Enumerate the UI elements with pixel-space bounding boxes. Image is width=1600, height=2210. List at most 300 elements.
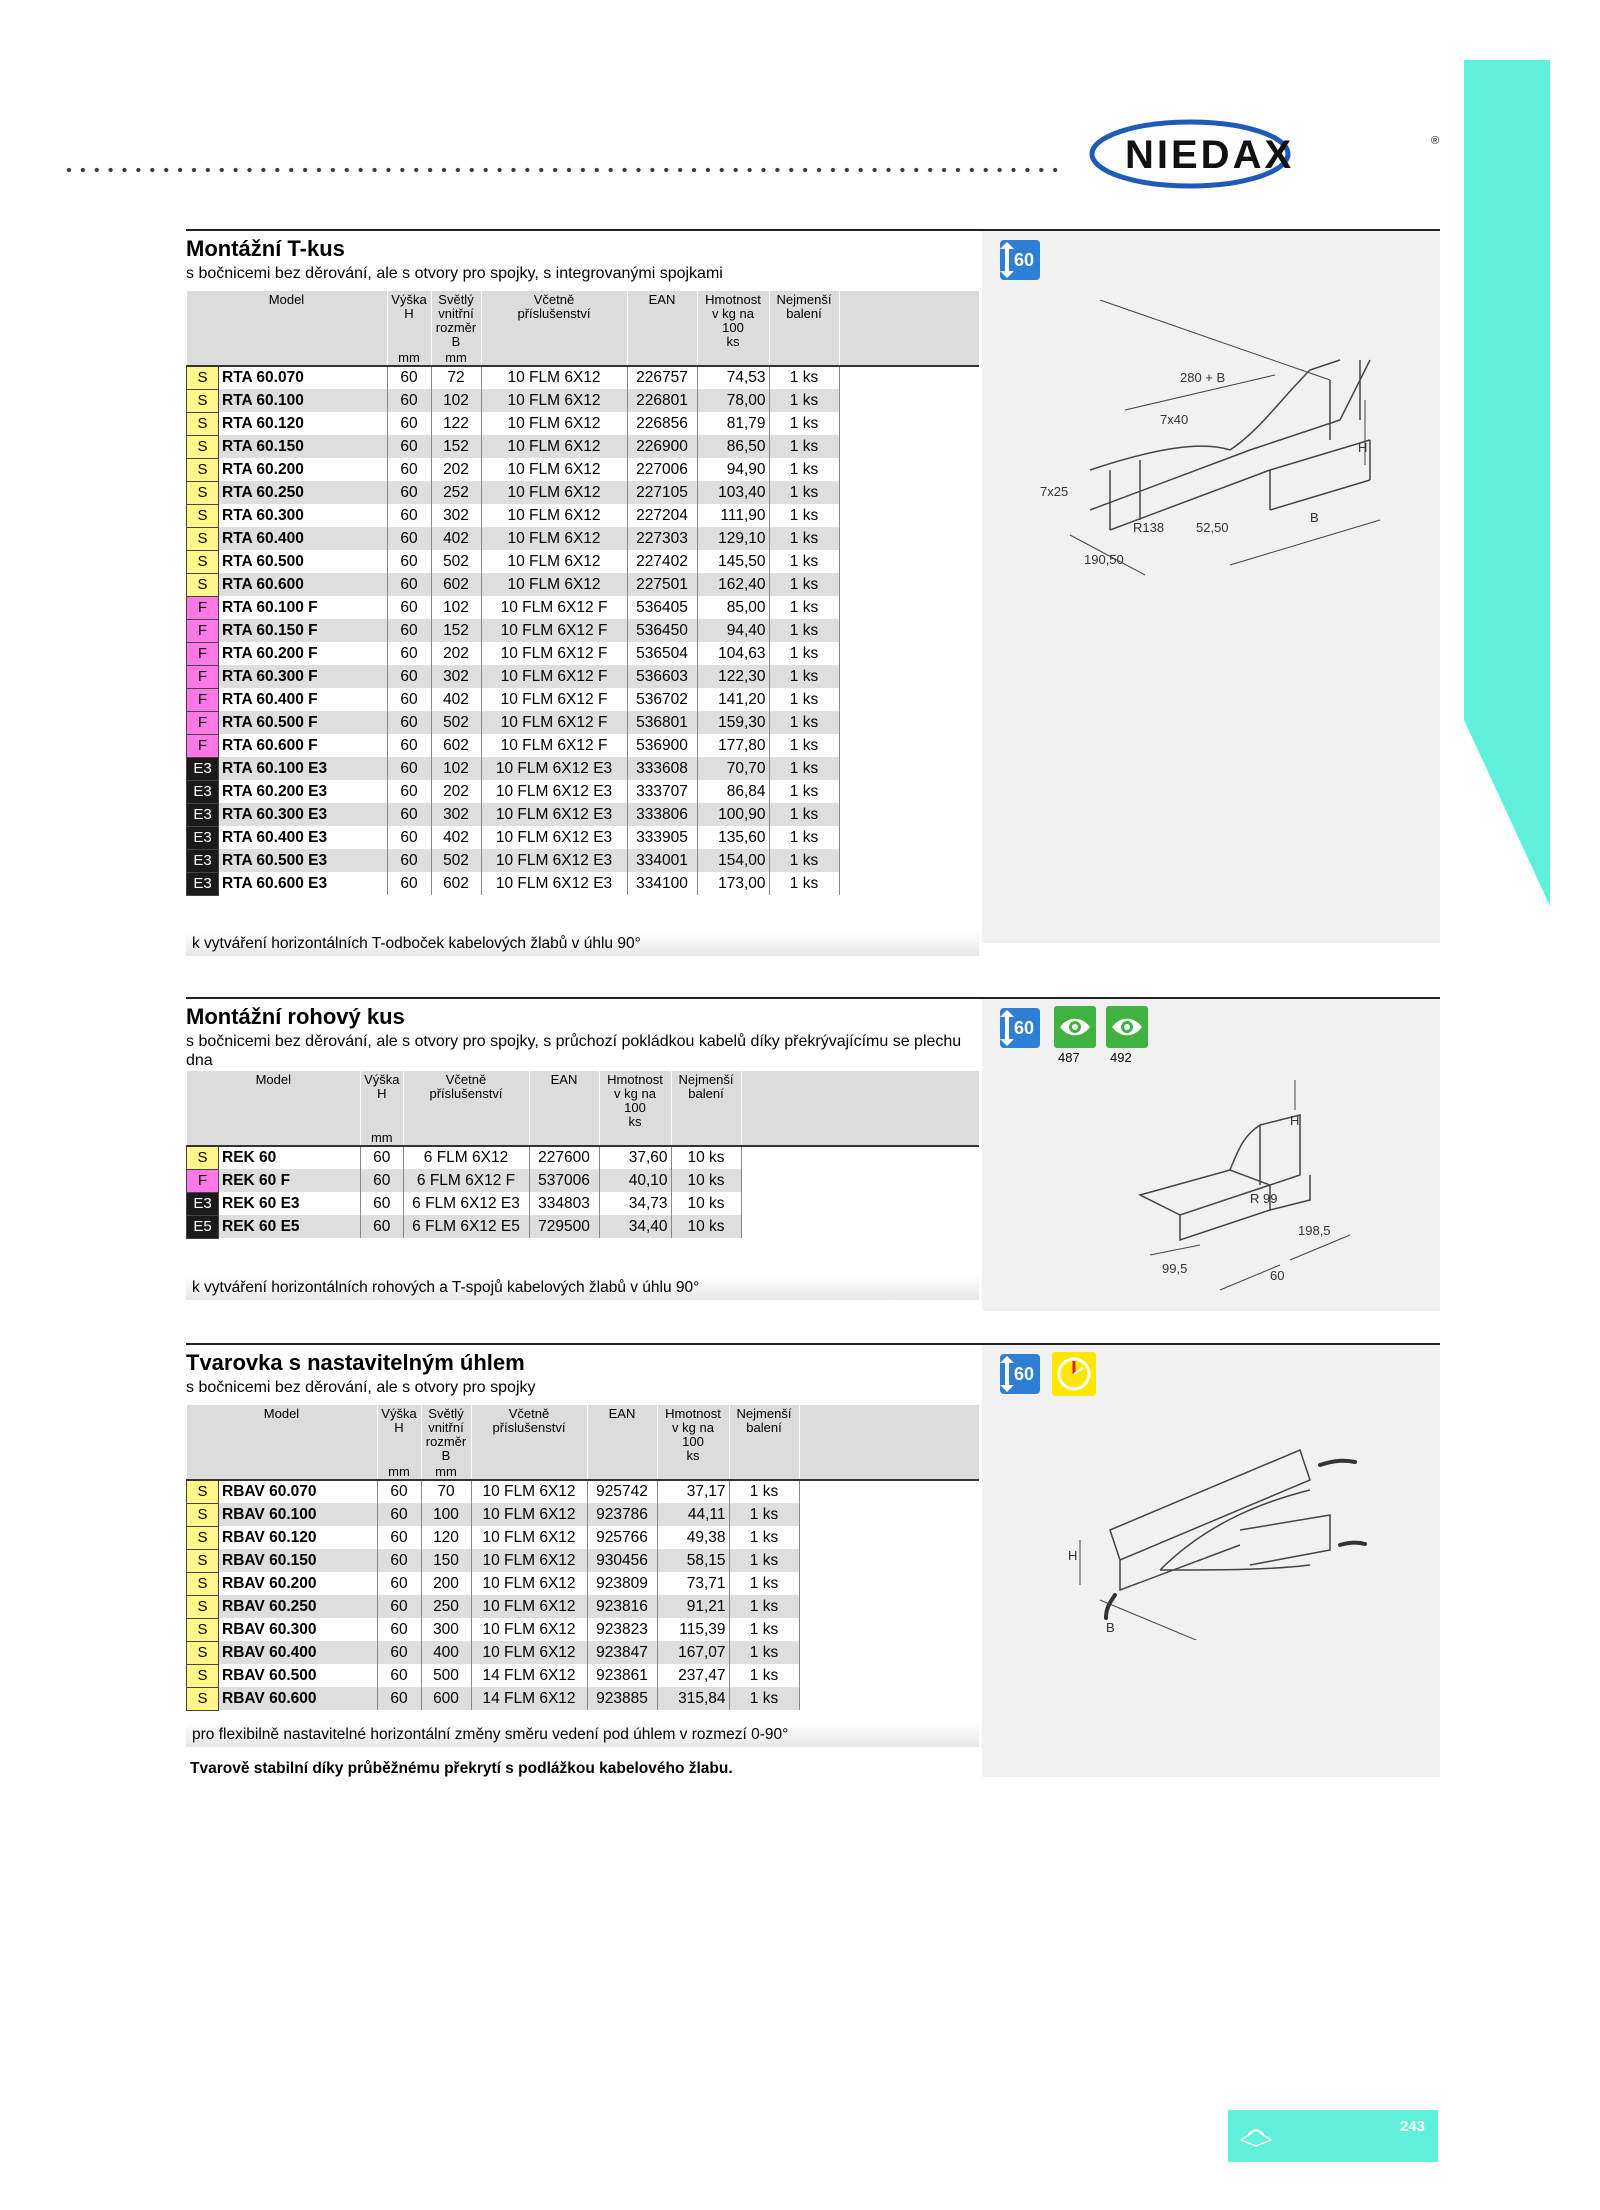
table-row bbox=[187, 665, 980, 688]
svg-text:7x25: 7x25 bbox=[1040, 484, 1069, 499]
col-ean: EAN bbox=[529, 1071, 599, 1129]
row-accessory: 10 FLM 6X12 bbox=[471, 1526, 587, 1549]
table-row bbox=[187, 619, 980, 642]
table-row bbox=[187, 1687, 980, 1710]
row-width: 502 bbox=[431, 550, 481, 573]
row-spacer bbox=[839, 734, 979, 757]
adjustable-angle-drawing bbox=[1050, 1420, 1380, 1640]
row-ean: 226856 bbox=[627, 412, 697, 435]
row-width: 150 bbox=[421, 1549, 471, 1572]
row-tag-badge: S bbox=[187, 1618, 219, 1641]
col-vcetne: Včetně příslušenství bbox=[471, 1405, 587, 1463]
table-row bbox=[187, 458, 980, 481]
registered-mark: ® bbox=[1431, 135, 1440, 147]
row-ean: 227006 bbox=[627, 458, 697, 481]
row-weight: 173,00 bbox=[697, 872, 769, 895]
height-badge: 60 bbox=[1000, 1354, 1040, 1394]
row-height: 60 bbox=[361, 1169, 403, 1192]
row-spacer bbox=[839, 642, 979, 665]
clock-icon bbox=[1052, 1352, 1096, 1396]
col-ean: EAN bbox=[627, 291, 697, 349]
row-pack: 1 ks bbox=[729, 1526, 799, 1549]
row-spacer bbox=[839, 389, 979, 412]
section-note: pro flexibilně nastavitelné horizontální změny směru vedení pod úhlem v rozmezí 0-90° bbox=[186, 1723, 979, 1747]
row-height: 60 bbox=[387, 849, 431, 872]
row-weight: 104,63 bbox=[697, 642, 769, 665]
table-row bbox=[187, 550, 980, 573]
row-accessory: 10 FLM 6X12 bbox=[481, 366, 627, 389]
row-pack: 1 ks bbox=[769, 458, 839, 481]
row-model: RTA 60.150 bbox=[219, 435, 388, 458]
row-width: 402 bbox=[431, 688, 481, 711]
table-row bbox=[187, 757, 980, 780]
row-accessory: 10 FLM 6X12 bbox=[471, 1641, 587, 1664]
row-pack: 1 ks bbox=[769, 412, 839, 435]
col-vyska: Výška H bbox=[361, 1071, 403, 1129]
row-width: 602 bbox=[431, 734, 481, 757]
row-accessory: 10 FLM 6X12 F bbox=[481, 711, 627, 734]
table-row bbox=[187, 1169, 980, 1192]
row-width: 502 bbox=[431, 849, 481, 872]
row-tag-badge: F bbox=[187, 1169, 219, 1192]
row-ean: 536450 bbox=[627, 619, 697, 642]
row-pack: 1 ks bbox=[729, 1572, 799, 1595]
row-tag-badge: S bbox=[187, 1664, 219, 1687]
row-model: RBAV 60.070 bbox=[219, 1480, 378, 1503]
row-spacer bbox=[799, 1618, 979, 1641]
row-height: 60 bbox=[361, 1192, 403, 1215]
row-model: RTA 60.250 bbox=[219, 481, 388, 504]
row-pack: 1 ks bbox=[769, 527, 839, 550]
row-ean: 333806 bbox=[627, 803, 697, 826]
row-weight: 159,30 bbox=[697, 711, 769, 734]
row-tag-badge: E3 bbox=[187, 826, 219, 849]
row-ean: 923847 bbox=[587, 1641, 657, 1664]
row-height: 60 bbox=[387, 596, 431, 619]
row-tag-badge: S bbox=[187, 1549, 219, 1572]
row-height: 60 bbox=[361, 1215, 403, 1238]
row-tag-badge: S bbox=[187, 1526, 219, 1549]
col-vyska: Výška H bbox=[387, 291, 431, 349]
row-width: 70 bbox=[421, 1480, 471, 1503]
row-spacer bbox=[839, 573, 979, 596]
row-width: 72 bbox=[431, 366, 481, 389]
row-tag-badge: E3 bbox=[187, 1192, 219, 1215]
row-spacer bbox=[839, 619, 979, 642]
row-width: 102 bbox=[431, 389, 481, 412]
row-tag-badge: S bbox=[187, 527, 219, 550]
row-width: 202 bbox=[431, 780, 481, 803]
row-weight: 73,71 bbox=[657, 1572, 729, 1595]
row-height: 60 bbox=[387, 872, 431, 895]
row-pack: 1 ks bbox=[769, 665, 839, 688]
row-pack: 1 ks bbox=[729, 1687, 799, 1710]
row-tag-badge: S bbox=[187, 481, 219, 504]
row-accessory: 10 FLM 6X12 bbox=[471, 1480, 587, 1503]
row-tag-badge: F bbox=[187, 688, 219, 711]
row-model: RTA 60.150 F bbox=[219, 619, 388, 642]
eye-icon bbox=[1054, 1006, 1096, 1048]
height-arrow-icon bbox=[1005, 1013, 1009, 1043]
row-tag-badge: S bbox=[187, 550, 219, 573]
row-accessory: 10 FLM 6X12 bbox=[481, 412, 627, 435]
row-model: RTA 60.070 bbox=[219, 366, 388, 389]
row-weight: 37,60 bbox=[599, 1146, 671, 1169]
table-row bbox=[187, 1595, 980, 1618]
row-model: RTA 60.500 F bbox=[219, 711, 388, 734]
height-badge: 60 bbox=[1000, 240, 1040, 280]
row-model: RTA 60.600 bbox=[219, 573, 388, 596]
row-tag-badge: E3 bbox=[187, 803, 219, 826]
row-height: 60 bbox=[387, 527, 431, 550]
row-accessory: 10 FLM 6X12 F bbox=[481, 596, 627, 619]
row-spacer bbox=[839, 849, 979, 872]
row-pack: 1 ks bbox=[769, 826, 839, 849]
row-accessory: 10 FLM 6X12 bbox=[471, 1503, 587, 1526]
row-tag-badge: F bbox=[187, 711, 219, 734]
col-svetly: Světlý vnitřní rozměr B bbox=[421, 1405, 471, 1463]
unit-mm: mm bbox=[421, 1463, 471, 1480]
row-pack: 1 ks bbox=[769, 872, 839, 895]
svg-text:198,5: 198,5 bbox=[1298, 1223, 1331, 1238]
row-weight: 49,38 bbox=[657, 1526, 729, 1549]
row-height: 60 bbox=[387, 458, 431, 481]
row-model: RTA 60.400 bbox=[219, 527, 388, 550]
row-model: RTA 60.600 E3 bbox=[219, 872, 388, 895]
row-height: 60 bbox=[377, 1503, 421, 1526]
row-weight: 103,40 bbox=[697, 481, 769, 504]
row-tag-badge: S bbox=[187, 412, 219, 435]
height-arrow-icon bbox=[1005, 245, 1009, 275]
row-width: 250 bbox=[421, 1595, 471, 1618]
row-accessory: 10 FLM 6X12 F bbox=[481, 642, 627, 665]
col-ean: EAN bbox=[587, 1405, 657, 1463]
row-spacer bbox=[799, 1549, 979, 1572]
row-width: 252 bbox=[431, 481, 481, 504]
row-tag-badge: E5 bbox=[187, 1215, 219, 1238]
row-ean: 536801 bbox=[627, 711, 697, 734]
row-spacer bbox=[839, 757, 979, 780]
row-weight: 37,17 bbox=[657, 1480, 729, 1503]
row-spacer bbox=[839, 527, 979, 550]
svg-text:280 + B: 280 + B bbox=[1180, 370, 1226, 385]
row-spacer bbox=[839, 435, 979, 458]
row-width: 302 bbox=[431, 665, 481, 688]
row-spacer bbox=[839, 481, 979, 504]
row-ean: 930456 bbox=[587, 1549, 657, 1572]
row-model: RTA 60.120 bbox=[219, 412, 388, 435]
col-vcetne: Včetně příslušenství bbox=[481, 291, 627, 349]
row-accessory: 10 FLM 6X12 bbox=[471, 1572, 587, 1595]
table-row bbox=[187, 1215, 980, 1238]
table-row bbox=[187, 389, 980, 412]
row-accessory: 14 FLM 6X12 bbox=[471, 1687, 587, 1710]
row-width: 102 bbox=[431, 757, 481, 780]
row-accessory: 6 FLM 6X12 E5 bbox=[403, 1215, 529, 1238]
row-model: RTA 60.400 F bbox=[219, 688, 388, 711]
row-pack: 1 ks bbox=[769, 596, 839, 619]
row-ean: 923816 bbox=[587, 1595, 657, 1618]
row-ean: 226801 bbox=[627, 389, 697, 412]
row-weight: 145,50 bbox=[697, 550, 769, 573]
row-weight: 58,15 bbox=[657, 1549, 729, 1572]
row-tag-badge: S bbox=[187, 366, 219, 389]
row-accessory: 10 FLM 6X12 bbox=[481, 573, 627, 596]
product-table bbox=[186, 1405, 979, 1711]
row-weight: 94,90 bbox=[697, 458, 769, 481]
row-tag-badge: S bbox=[187, 573, 219, 596]
product-table bbox=[186, 1071, 979, 1239]
table-row bbox=[187, 1572, 980, 1595]
row-model: RTA 60.200 E3 bbox=[219, 780, 388, 803]
row-spacer bbox=[799, 1664, 979, 1687]
row-model: REK 60 E5 bbox=[219, 1215, 361, 1238]
row-pack: 1 ks bbox=[769, 481, 839, 504]
row-accessory: 10 FLM 6X12 F bbox=[481, 665, 627, 688]
row-model: RTA 60.300 F bbox=[219, 665, 388, 688]
row-ean: 226757 bbox=[627, 366, 697, 389]
row-ean: 334100 bbox=[627, 872, 697, 895]
icon-label: 492 bbox=[1110, 1050, 1132, 1065]
row-pack: 10 ks bbox=[671, 1215, 741, 1238]
row-height: 60 bbox=[377, 1664, 421, 1687]
col-nejmensi: Nejmenší balení bbox=[729, 1405, 799, 1463]
row-model: RBAV 60.120 bbox=[219, 1526, 378, 1549]
row-accessory: 10 FLM 6X12 F bbox=[481, 734, 627, 757]
row-spacer bbox=[839, 504, 979, 527]
svg-text:7x40: 7x40 bbox=[1160, 412, 1189, 427]
row-pack: 1 ks bbox=[769, 389, 839, 412]
row-ean: 334803 bbox=[529, 1192, 599, 1215]
row-tag-badge: S bbox=[187, 1503, 219, 1526]
row-height: 60 bbox=[387, 389, 431, 412]
row-width: 202 bbox=[431, 458, 481, 481]
row-accessory: 10 FLM 6X12 bbox=[471, 1618, 587, 1641]
row-accessory: 10 FLM 6X12 bbox=[481, 504, 627, 527]
row-ean: 923885 bbox=[587, 1687, 657, 1710]
table-row bbox=[187, 1146, 980, 1169]
table-row bbox=[187, 849, 980, 872]
row-height: 60 bbox=[361, 1146, 403, 1169]
table-row bbox=[187, 481, 980, 504]
row-pack: 10 ks bbox=[671, 1169, 741, 1192]
row-pack: 1 ks bbox=[769, 849, 839, 872]
table-row bbox=[187, 1526, 980, 1549]
row-width: 302 bbox=[431, 803, 481, 826]
row-spacer bbox=[839, 688, 979, 711]
row-height: 60 bbox=[387, 481, 431, 504]
row-pack: 1 ks bbox=[769, 734, 839, 757]
row-accessory: 10 FLM 6X12 bbox=[481, 527, 627, 550]
row-model: RTA 60.600 F bbox=[219, 734, 388, 757]
row-tag-badge: E3 bbox=[187, 849, 219, 872]
row-width: 602 bbox=[431, 872, 481, 895]
svg-text:190,50: 190,50 bbox=[1084, 552, 1124, 567]
row-spacer bbox=[799, 1503, 979, 1526]
section-title: Tvarovka s nastavitelným úhlem bbox=[186, 1350, 525, 1375]
row-height: 60 bbox=[387, 757, 431, 780]
row-ean: 227105 bbox=[627, 481, 697, 504]
row-height: 60 bbox=[387, 435, 431, 458]
row-spacer bbox=[839, 803, 979, 826]
row-ean: 923823 bbox=[587, 1618, 657, 1641]
logo-text: NIEDAX bbox=[1125, 133, 1295, 177]
section-note: k vytváření horizontálních T-odboček kabelových žlabů v úhlu 90° bbox=[186, 932, 979, 956]
row-model: RBAV 60.400 bbox=[219, 1641, 378, 1664]
svg-text:H: H bbox=[1358, 440, 1368, 455]
row-pack: 1 ks bbox=[769, 803, 839, 826]
row-height: 60 bbox=[387, 550, 431, 573]
unit-mm: mm bbox=[361, 1129, 403, 1146]
row-ean: 536603 bbox=[627, 665, 697, 688]
row-model: RBAV 60.150 bbox=[219, 1549, 378, 1572]
row-pack: 1 ks bbox=[769, 688, 839, 711]
col-nejmensi: Nejmenší balení bbox=[671, 1071, 741, 1129]
unit-mm: mm bbox=[387, 349, 431, 366]
row-accessory: 10 FLM 6X12 E3 bbox=[481, 780, 627, 803]
table-row bbox=[187, 366, 980, 389]
row-model: RTA 60.500 bbox=[219, 550, 388, 573]
page-number: 243 bbox=[1400, 2118, 1426, 2135]
row-tag-badge: F bbox=[187, 734, 219, 757]
row-ean: 227402 bbox=[627, 550, 697, 573]
row-width: 600 bbox=[421, 1687, 471, 1710]
row-height: 60 bbox=[387, 803, 431, 826]
row-model: RTA 60.300 bbox=[219, 504, 388, 527]
row-weight: 129,10 bbox=[697, 527, 769, 550]
row-model: RTA 60.500 E3 bbox=[219, 849, 388, 872]
niedax-logo bbox=[1085, 118, 1445, 190]
row-tag-badge: E3 bbox=[187, 872, 219, 895]
row-tag-badge: F bbox=[187, 665, 219, 688]
row-tag-badge: F bbox=[187, 596, 219, 619]
row-weight: 141,20 bbox=[697, 688, 769, 711]
table-row bbox=[187, 573, 980, 596]
row-model: REK 60 E3 bbox=[219, 1192, 361, 1215]
row-ean: 925742 bbox=[587, 1480, 657, 1503]
row-width: 400 bbox=[421, 1641, 471, 1664]
row-ean: 536900 bbox=[627, 734, 697, 757]
svg-text:B: B bbox=[1106, 1620, 1115, 1635]
row-accessory: 10 FLM 6X12 E3 bbox=[481, 757, 627, 780]
row-tag-badge: S bbox=[187, 1480, 219, 1503]
row-accessory: 6 FLM 6X12 E3 bbox=[403, 1192, 529, 1215]
section-title: Montážní T-kus bbox=[186, 236, 345, 261]
row-spacer bbox=[839, 711, 979, 734]
edge-tab bbox=[1464, 60, 1550, 906]
row-accessory: 10 FLM 6X12 E3 bbox=[481, 872, 627, 895]
row-height: 60 bbox=[377, 1618, 421, 1641]
col-vcetne: Včetně příslušenství bbox=[403, 1071, 529, 1129]
row-tag-badge: F bbox=[187, 642, 219, 665]
row-spacer bbox=[839, 596, 979, 619]
row-tag-badge: E3 bbox=[187, 780, 219, 803]
row-accessory: 10 FLM 6X12 E3 bbox=[481, 849, 627, 872]
row-model: RTA 60.100 E3 bbox=[219, 757, 388, 780]
row-pack: 1 ks bbox=[769, 642, 839, 665]
row-width: 152 bbox=[431, 619, 481, 642]
row-height: 60 bbox=[387, 366, 431, 389]
svg-text:R 99: R 99 bbox=[1250, 1191, 1278, 1206]
row-model: RTA 60.200 F bbox=[219, 642, 388, 665]
row-ean: 536405 bbox=[627, 596, 697, 619]
row-tag-badge: S bbox=[187, 1572, 219, 1595]
row-width: 502 bbox=[431, 711, 481, 734]
table-row bbox=[187, 1664, 980, 1687]
row-spacer bbox=[799, 1687, 979, 1710]
table-row bbox=[187, 803, 980, 826]
section-subtitle: s bočnicemi bez děrování, ale s otvory pro spojky, s integrovanými spojkami bbox=[186, 265, 723, 282]
row-accessory: 10 FLM 6X12 bbox=[481, 435, 627, 458]
svg-text:99,5: 99,5 bbox=[1162, 1261, 1188, 1276]
row-height: 60 bbox=[387, 826, 431, 849]
row-weight: 177,80 bbox=[697, 734, 769, 757]
row-weight: 94,40 bbox=[697, 619, 769, 642]
row-model: RBAV 60.200 bbox=[219, 1572, 378, 1595]
row-width: 120 bbox=[421, 1526, 471, 1549]
table-row bbox=[187, 435, 980, 458]
row-height: 60 bbox=[387, 711, 431, 734]
row-accessory: 10 FLM 6X12 F bbox=[481, 688, 627, 711]
row-ean: 227204 bbox=[627, 504, 697, 527]
row-weight: 70,70 bbox=[697, 757, 769, 780]
row-spacer bbox=[799, 1480, 979, 1503]
col-model: Model bbox=[187, 1071, 361, 1129]
row-spacer bbox=[839, 826, 979, 849]
dotted-rule bbox=[62, 166, 1062, 174]
row-weight: 100,90 bbox=[697, 803, 769, 826]
row-pack: 1 ks bbox=[769, 757, 839, 780]
row-pack: 1 ks bbox=[769, 435, 839, 458]
row-pack: 1 ks bbox=[729, 1480, 799, 1503]
col-nejmensi: Nejmenší balení bbox=[769, 291, 839, 349]
row-weight: 115,39 bbox=[657, 1618, 729, 1641]
row-width: 302 bbox=[431, 504, 481, 527]
t-piece-drawing bbox=[1030, 300, 1440, 600]
row-ean: 925766 bbox=[587, 1526, 657, 1549]
row-weight: 40,10 bbox=[599, 1169, 671, 1192]
row-accessory: 10 FLM 6X12 bbox=[471, 1549, 587, 1572]
row-weight: 167,07 bbox=[657, 1641, 729, 1664]
section-note: k vytváření horizontálních rohových a T-spojů kabelových žlabů v úhlu 90° bbox=[186, 1276, 979, 1300]
col-spacer bbox=[741, 1071, 979, 1129]
section-note-bold: Tvarově stabilní díky průběžnému překrytí s podlážkou kabelového žlabu. bbox=[190, 1760, 733, 1777]
row-model: REK 60 F bbox=[219, 1169, 361, 1192]
row-tag-badge: E3 bbox=[187, 757, 219, 780]
row-width: 122 bbox=[431, 412, 481, 435]
section-title: Montážní rohový kus bbox=[186, 1004, 405, 1029]
row-weight: 86,50 bbox=[697, 435, 769, 458]
row-accessory: 10 FLM 6X12 bbox=[481, 481, 627, 504]
row-pack: 1 ks bbox=[769, 366, 839, 389]
row-height: 60 bbox=[377, 1595, 421, 1618]
row-ean: 227501 bbox=[627, 573, 697, 596]
row-model: RBAV 60.600 bbox=[219, 1687, 378, 1710]
table-row bbox=[187, 872, 980, 895]
col-hmotnost: Hmotnost v kg na 100 ks bbox=[599, 1071, 671, 1129]
table-row bbox=[187, 596, 980, 619]
row-pack: 1 ks bbox=[729, 1503, 799, 1526]
row-spacer bbox=[839, 665, 979, 688]
row-width: 500 bbox=[421, 1664, 471, 1687]
unit-mm: mm bbox=[377, 1463, 421, 1480]
row-weight: 91,21 bbox=[657, 1595, 729, 1618]
row-model: RTA 60.200 bbox=[219, 458, 388, 481]
row-pack: 10 ks bbox=[671, 1146, 741, 1169]
col-model: Model bbox=[187, 291, 388, 349]
row-ean: 536702 bbox=[627, 688, 697, 711]
svg-text:60: 60 bbox=[1270, 1268, 1285, 1283]
